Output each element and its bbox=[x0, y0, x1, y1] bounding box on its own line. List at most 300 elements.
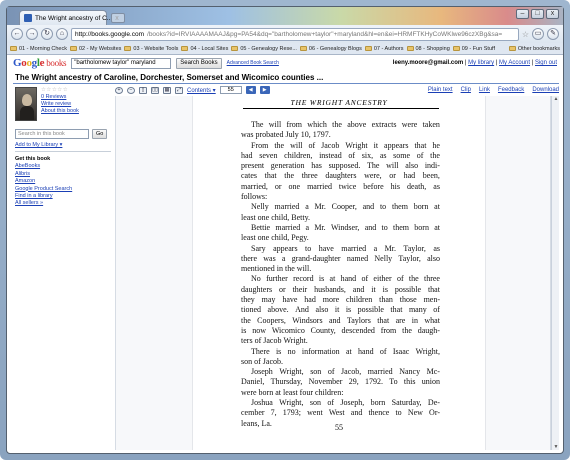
text-line bbox=[241, 182, 440, 192]
browser-window bbox=[6, 6, 564, 454]
zoom-out-icon[interactable]: − bbox=[127, 87, 135, 94]
word: thence bbox=[368, 408, 390, 418]
word: at bbox=[434, 202, 440, 212]
other-bookmarks-label: Other bookmarks bbox=[517, 45, 560, 52]
new-tab-button[interactable] bbox=[111, 13, 125, 23]
word: Windsors bbox=[292, 315, 323, 325]
word: 1792. bbox=[364, 377, 383, 387]
word: son bbox=[310, 367, 322, 377]
word: Joshua bbox=[251, 398, 273, 408]
word: extracts bbox=[371, 120, 397, 129]
word: also bbox=[427, 253, 440, 263]
folder-icon bbox=[181, 46, 188, 51]
word: union bbox=[421, 377, 440, 387]
word: it bbox=[373, 140, 379, 150]
fullscreen-icon[interactable]: ⤢ bbox=[176, 86, 181, 93]
word: of bbox=[433, 305, 440, 315]
word: child, bbox=[271, 233, 292, 243]
get-book-heading: Get this book bbox=[15, 156, 51, 162]
word: Mr. bbox=[384, 243, 396, 253]
word: as bbox=[379, 150, 387, 160]
book-page bbox=[192, 96, 486, 450]
text-line bbox=[241, 388, 440, 398]
address-bar[interactable] bbox=[71, 28, 519, 41]
word: Cooper, bbox=[331, 202, 357, 212]
bookmark-folder[interactable] bbox=[124, 46, 178, 52]
word: descended bbox=[341, 325, 375, 335]
books-search-input[interactable]: "bartholomew taylor" maryland bbox=[71, 58, 171, 69]
word: married bbox=[307, 181, 332, 191]
word: will bbox=[386, 161, 399, 171]
running-head: THE WRIGHT ANCESTRY bbox=[290, 98, 388, 107]
word: Taylor, bbox=[403, 243, 426, 253]
word: at bbox=[434, 222, 440, 232]
text-line bbox=[241, 202, 440, 212]
my-account-link[interactable]: My Account bbox=[499, 60, 531, 66]
text-line bbox=[241, 295, 440, 305]
word: to bbox=[381, 222, 388, 232]
sidebar-divider bbox=[15, 151, 111, 152]
word: also bbox=[405, 161, 419, 171]
word: Jacob, bbox=[341, 367, 362, 377]
folder-icon bbox=[10, 46, 17, 51]
bookmark-label: 01 - Morning Check bbox=[19, 45, 67, 52]
download-link[interactable]: Download bbox=[532, 87, 559, 93]
word: the bbox=[408, 274, 419, 284]
word: present bbox=[241, 161, 265, 171]
bookmark-folder[interactable] bbox=[10, 46, 67, 52]
folder-icon bbox=[453, 46, 460, 51]
word: and bbox=[362, 202, 375, 212]
word: of bbox=[327, 398, 335, 408]
text-line bbox=[241, 254, 440, 264]
text-line bbox=[241, 336, 440, 346]
word: least bbox=[241, 212, 258, 222]
word: named bbox=[346, 253, 369, 263]
word: to bbox=[379, 202, 387, 212]
bookmark-folder[interactable] bbox=[300, 46, 362, 52]
word: Wright. bbox=[283, 336, 308, 346]
word: least bbox=[241, 233, 258, 243]
word: record bbox=[293, 274, 314, 284]
word: twice bbox=[338, 181, 357, 191]
tab-title: The Wright ancestry of C... bbox=[35, 14, 113, 22]
separator: | bbox=[531, 60, 534, 66]
previous-page-button[interactable]: ◀ bbox=[246, 86, 256, 94]
reload-button[interactable]: ↻ bbox=[41, 28, 53, 40]
bookmark-label: 08 - Shopping bbox=[415, 45, 450, 52]
word: daugh- bbox=[417, 325, 440, 335]
word: Pegy. bbox=[291, 233, 309, 243]
running-head-rule bbox=[243, 108, 439, 109]
word: Mc- bbox=[426, 367, 440, 377]
word: Nelly bbox=[251, 202, 269, 212]
word: at bbox=[329, 274, 336, 284]
word: as bbox=[433, 181, 440, 191]
word: those bbox=[399, 295, 417, 305]
bookmark-folder[interactable] bbox=[453, 46, 495, 52]
text-line bbox=[241, 130, 440, 140]
bookmark-label: 04 - Local Sites bbox=[190, 45, 229, 52]
zoom-in-icon[interactable]: + bbox=[115, 87, 123, 94]
book-title: The Wright ancestry of Caroline, Dorchester, Somerset and Wicomico counties ... bbox=[15, 73, 324, 82]
word: born bbox=[414, 222, 429, 232]
word: Wicomico bbox=[271, 325, 305, 335]
close-window-button[interactable]: x bbox=[546, 9, 559, 19]
favicon-icon bbox=[24, 14, 32, 22]
word: of bbox=[348, 150, 356, 160]
word: were, bbox=[364, 171, 382, 181]
word: he bbox=[432, 140, 440, 150]
word: of bbox=[327, 367, 335, 377]
word: Mr. bbox=[314, 202, 326, 212]
word: son bbox=[309, 398, 321, 408]
word: in bbox=[276, 264, 286, 274]
word: is bbox=[382, 284, 388, 294]
word: born bbox=[370, 398, 386, 408]
word: they bbox=[241, 295, 255, 305]
viewer-actions bbox=[428, 87, 559, 93]
word: La. bbox=[261, 418, 272, 428]
folder-icon bbox=[509, 46, 516, 51]
search-in-book-input[interactable]: Search in this book bbox=[15, 129, 89, 139]
word: that bbox=[377, 315, 390, 325]
word: it bbox=[371, 284, 376, 294]
add-to-library-link[interactable]: Add to My Library ▾ bbox=[15, 142, 63, 148]
folder-icon bbox=[231, 46, 238, 51]
wrench-menu-icon[interactable]: ✎ bbox=[547, 28, 559, 40]
word: above. bbox=[267, 305, 289, 315]
word: from bbox=[380, 325, 397, 335]
page-viewer[interactable] bbox=[115, 96, 551, 450]
word: have bbox=[318, 243, 334, 253]
word: ters bbox=[241, 336, 255, 346]
word: that bbox=[390, 305, 403, 315]
vertical-scrollbar[interactable] bbox=[551, 96, 559, 450]
word: of bbox=[379, 346, 387, 356]
all-sellers-link[interactable]: All sellers » bbox=[15, 200, 44, 207]
word: them bbox=[393, 222, 410, 232]
word: and bbox=[352, 284, 365, 294]
text-line bbox=[241, 357, 440, 367]
word: or bbox=[274, 181, 282, 191]
title-divider bbox=[13, 83, 559, 84]
word: that bbox=[264, 171, 277, 181]
page-number-input[interactable]: 55 bbox=[220, 86, 242, 94]
word: is bbox=[275, 346, 282, 356]
word: death, bbox=[406, 181, 427, 191]
word: generation bbox=[270, 161, 305, 171]
word: children, bbox=[284, 150, 313, 160]
text-line bbox=[241, 347, 440, 357]
word: appears bbox=[384, 140, 409, 150]
word: Joseph, bbox=[340, 398, 365, 408]
word: of bbox=[416, 150, 424, 160]
word: least bbox=[283, 387, 300, 397]
bookmark-label: 06 - Genealogy Blogs bbox=[308, 45, 362, 52]
word: 10, bbox=[300, 130, 313, 140]
word: either bbox=[373, 274, 392, 284]
word: a bbox=[281, 253, 286, 263]
text-line bbox=[241, 244, 440, 254]
contents-dropdown[interactable]: Contents ▾ bbox=[187, 87, 216, 94]
link-link[interactable]: Link bbox=[478, 87, 490, 93]
word: child, bbox=[271, 212, 292, 222]
word: Bettie bbox=[251, 222, 271, 232]
word: to bbox=[305, 243, 312, 253]
search-books-button[interactable]: Search Books bbox=[176, 58, 221, 69]
word: the bbox=[274, 140, 285, 150]
word: 7, bbox=[270, 408, 277, 418]
word: leans, bbox=[241, 418, 262, 428]
word: at bbox=[345, 346, 352, 356]
tab-bar bbox=[7, 7, 563, 25]
portrait-face bbox=[22, 94, 32, 106]
maximize-button[interactable]: □ bbox=[531, 9, 544, 19]
word: married bbox=[367, 367, 393, 377]
word: also bbox=[315, 305, 329, 315]
word: The bbox=[251, 120, 264, 129]
word: born bbox=[258, 387, 276, 397]
word: is bbox=[241, 325, 247, 335]
feedback-link[interactable]: Feedback bbox=[497, 87, 525, 93]
about-book-link[interactable]: About this book bbox=[41, 108, 79, 114]
word: which bbox=[307, 120, 327, 129]
word: Taylor, bbox=[398, 253, 421, 263]
page-number: 55 bbox=[335, 423, 343, 432]
word: Wright bbox=[345, 140, 368, 150]
word: the bbox=[284, 171, 295, 181]
word: Thursday, bbox=[270, 377, 303, 387]
write-review-link[interactable]: Write review bbox=[41, 101, 72, 107]
word: the bbox=[241, 315, 251, 325]
word: Sary bbox=[251, 243, 266, 253]
word: probated bbox=[255, 130, 286, 140]
word: and bbox=[364, 222, 377, 232]
word: indi- bbox=[424, 161, 440, 171]
plain-text-link[interactable]: Plain text bbox=[427, 87, 453, 93]
seller-link-amazon[interactable]: Amazon bbox=[15, 178, 36, 185]
bookmark-folder[interactable] bbox=[70, 46, 121, 52]
word: Saturday, bbox=[391, 398, 422, 408]
word: the bbox=[285, 264, 297, 274]
url-path: /books?id=IRVIAAAAMAAJ&pg=PA54&dq="bartholomew+taylor"+maryland&hl=en&ei=HRMFTKHyCoWKlwe96czXBg&sa= bbox=[147, 30, 503, 38]
word: Jacob bbox=[263, 336, 284, 346]
word: Mr. bbox=[314, 222, 326, 232]
word: is bbox=[345, 305, 352, 315]
folder-icon bbox=[124, 46, 131, 51]
word: married bbox=[341, 243, 367, 253]
two-page-view-icon[interactable]: ▯▯ bbox=[152, 86, 158, 93]
text-line bbox=[241, 161, 440, 171]
word: taken bbox=[422, 120, 440, 129]
text-line bbox=[241, 326, 440, 336]
word: no bbox=[287, 346, 296, 356]
sign-out-link[interactable]: Sign out bbox=[534, 60, 557, 66]
word: possible bbox=[394, 284, 422, 294]
back-button[interactable]: ← bbox=[11, 28, 23, 40]
folder-icon bbox=[407, 46, 414, 51]
word: To bbox=[389, 377, 398, 387]
word: was bbox=[241, 130, 256, 140]
clip-link[interactable]: Clip bbox=[460, 87, 471, 93]
word: of bbox=[361, 274, 369, 284]
word: No bbox=[251, 274, 261, 284]
google-books-logo[interactable]: Google books bbox=[13, 57, 67, 69]
word: have bbox=[282, 295, 298, 305]
word: married, bbox=[241, 181, 268, 191]
word: 1797. bbox=[312, 130, 331, 140]
word: one bbox=[257, 212, 272, 222]
tab-active[interactable] bbox=[19, 10, 119, 25]
word: married bbox=[275, 222, 301, 232]
bookmark-star-icon[interactable]: ☆ bbox=[521, 29, 529, 39]
book-cover-thumbnail[interactable] bbox=[15, 87, 37, 121]
word: information bbox=[301, 346, 340, 356]
word: men- bbox=[423, 295, 440, 305]
next-page-button[interactable]: ▶ bbox=[260, 86, 270, 94]
word: been, bbox=[422, 171, 440, 181]
word: six, bbox=[361, 150, 374, 160]
word: cates bbox=[241, 171, 257, 181]
word: them bbox=[391, 202, 408, 212]
word: hand bbox=[358, 346, 374, 356]
word: married bbox=[274, 202, 300, 212]
word: in bbox=[411, 315, 418, 325]
thumbnail-view-icon[interactable]: ▦ bbox=[164, 86, 170, 93]
word: had bbox=[241, 150, 253, 160]
seller-link-google-product-search[interactable]: Google Product Search bbox=[15, 185, 73, 192]
word: instead bbox=[319, 150, 342, 160]
word: to bbox=[395, 408, 402, 418]
word: And bbox=[295, 305, 309, 315]
scroll-up-icon[interactable]: ▲ bbox=[553, 96, 559, 102]
bookmarks-bar bbox=[7, 43, 563, 55]
word: some bbox=[393, 150, 411, 160]
advanced-search-link[interactable]: Advanced Book Search bbox=[226, 60, 279, 66]
seller-link-alibris[interactable]: Alibris bbox=[15, 170, 30, 177]
word: had bbox=[304, 295, 316, 305]
word: above bbox=[347, 120, 367, 129]
word: There bbox=[251, 346, 270, 356]
word: the bbox=[430, 150, 440, 160]
word: and bbox=[350, 408, 363, 418]
word: this bbox=[403, 377, 416, 387]
word: the bbox=[332, 120, 342, 129]
word: Jacob bbox=[321, 140, 340, 150]
single-page-view-icon[interactable]: ▯ bbox=[139, 87, 147, 94]
word: son bbox=[241, 356, 255, 366]
word: before bbox=[363, 181, 384, 191]
find-in-library-link[interactable]: Find in a library bbox=[15, 193, 53, 200]
word: of bbox=[254, 356, 263, 366]
get-this-book bbox=[15, 156, 72, 208]
text-line bbox=[241, 274, 440, 284]
book-meta bbox=[41, 87, 111, 115]
separator: | bbox=[464, 60, 467, 66]
word: it bbox=[334, 305, 340, 315]
seller-link-abebooks[interactable]: AbeBooks bbox=[15, 163, 41, 170]
forward-button[interactable]: → bbox=[26, 28, 38, 40]
word: a bbox=[305, 202, 309, 212]
bookmark-label: 05 - Genealogy Rese... bbox=[240, 45, 297, 52]
bookmark-folder[interactable] bbox=[365, 46, 404, 52]
word: Windser, bbox=[330, 222, 360, 232]
word: hand bbox=[340, 274, 357, 284]
home-button[interactable]: ⌂ bbox=[56, 28, 68, 40]
word: born bbox=[413, 202, 429, 212]
text-line bbox=[241, 151, 440, 161]
word: went bbox=[307, 408, 323, 418]
word: Or- bbox=[429, 408, 440, 418]
text-line bbox=[241, 223, 440, 233]
word: Nancy bbox=[399, 367, 421, 377]
tab-close-icon[interactable]: x bbox=[115, 14, 119, 22]
word: the bbox=[402, 325, 412, 335]
bookmark-folder[interactable] bbox=[407, 46, 450, 52]
word: is bbox=[318, 274, 325, 284]
my-library-link[interactable]: My library bbox=[468, 60, 495, 66]
word: From bbox=[251, 140, 269, 150]
word: follows: bbox=[241, 192, 268, 202]
word: West bbox=[328, 408, 345, 418]
word: supposed. bbox=[328, 161, 361, 171]
text-line bbox=[241, 377, 440, 387]
reviews-link[interactable]: 0 Reviews bbox=[41, 94, 67, 100]
word: that bbox=[427, 284, 440, 294]
word: County, bbox=[310, 325, 336, 335]
rating-stars-icon[interactable]: ☆☆☆☆☆ bbox=[41, 87, 69, 93]
word: July bbox=[285, 130, 301, 140]
word: Betty. bbox=[291, 212, 311, 222]
word: Joseph bbox=[251, 367, 273, 377]
scroll-down-icon[interactable]: ▼ bbox=[553, 444, 559, 450]
word: will bbox=[290, 140, 303, 150]
word: has bbox=[311, 161, 322, 171]
bookmark-folder[interactable] bbox=[181, 46, 228, 52]
word: Daniel, bbox=[241, 377, 265, 387]
text-line bbox=[241, 120, 440, 130]
word: husbands, bbox=[314, 284, 346, 294]
book-sidebar bbox=[15, 87, 113, 449]
bookmark-label: 02 - My Websites bbox=[79, 45, 122, 52]
word: now bbox=[252, 325, 266, 335]
page-menu-icon[interactable]: ▭ bbox=[532, 28, 544, 40]
word: one bbox=[288, 181, 301, 191]
minimize-button[interactable]: – bbox=[516, 9, 529, 19]
word: cember bbox=[241, 408, 265, 418]
url-host: http://books.google.com bbox=[75, 30, 145, 38]
word: of bbox=[254, 336, 264, 346]
other-bookmarks[interactable] bbox=[509, 46, 560, 52]
word: as bbox=[433, 243, 440, 253]
word: De- bbox=[427, 398, 440, 408]
word: The bbox=[367, 161, 380, 171]
word: Wright, bbox=[415, 346, 440, 356]
text-line bbox=[241, 213, 440, 223]
word: that bbox=[414, 140, 427, 150]
word: were bbox=[401, 120, 418, 129]
folder-icon bbox=[300, 46, 307, 51]
window-controls bbox=[516, 9, 559, 19]
word: three bbox=[423, 274, 440, 284]
go-button[interactable]: Go bbox=[92, 129, 107, 139]
bookmark-folder[interactable] bbox=[231, 46, 297, 52]
text-line bbox=[241, 285, 440, 295]
word: may bbox=[261, 295, 276, 305]
text-line bbox=[241, 264, 440, 274]
word: had bbox=[403, 171, 416, 181]
